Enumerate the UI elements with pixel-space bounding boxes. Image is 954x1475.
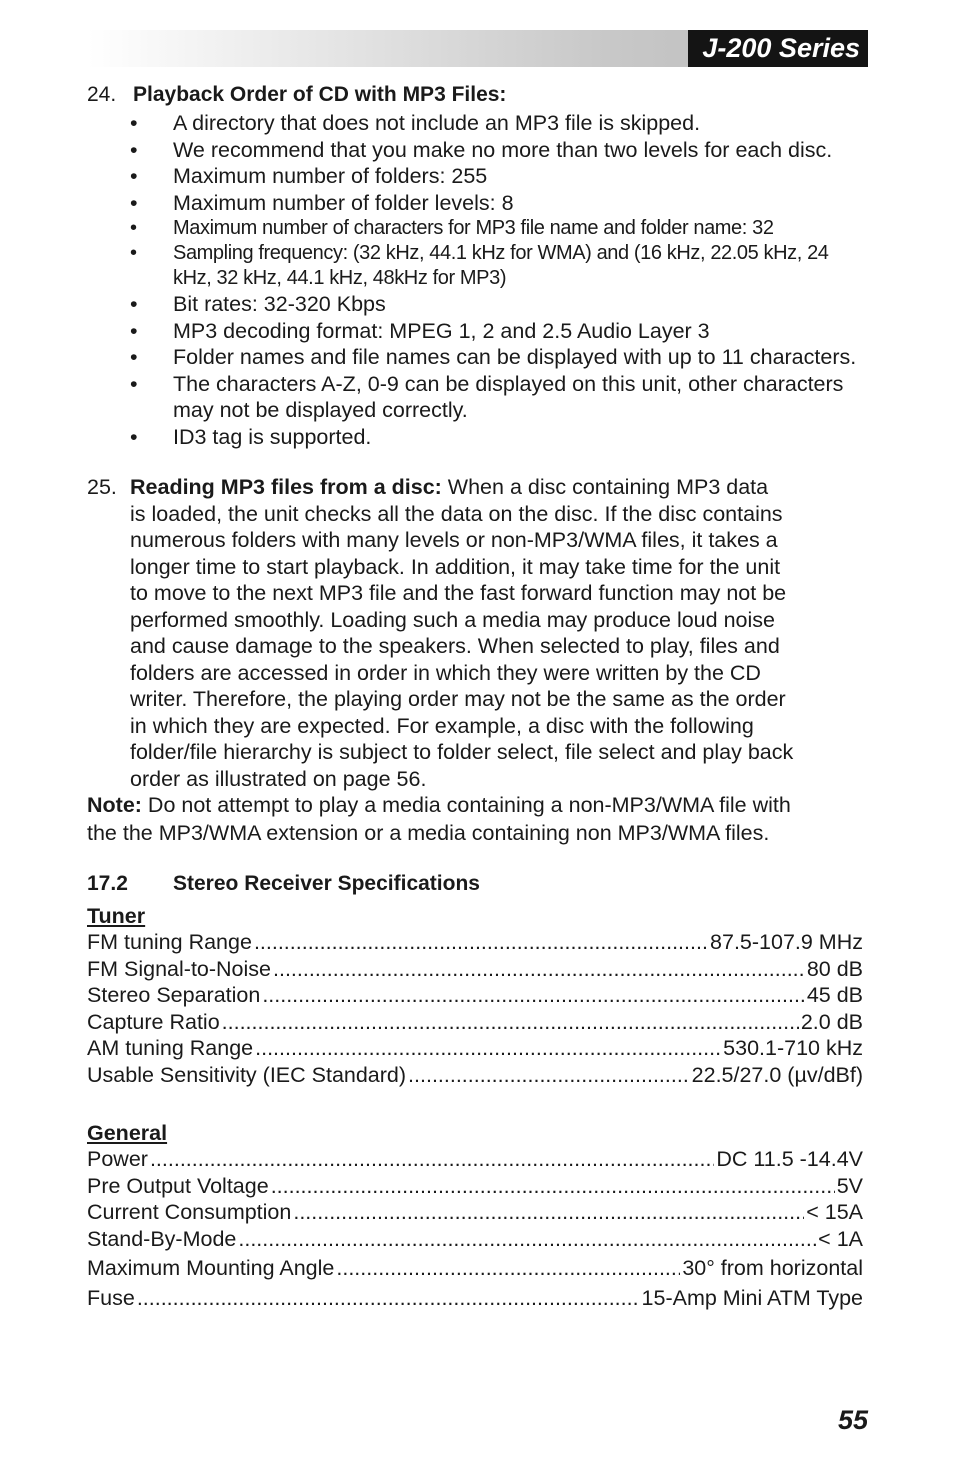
bullet-item: • MP3 decoding format: MPEG 1, 2 and 2.5 Audio Layer 3 (87, 318, 863, 345)
item-25-line: folder/file hierarchy is subject to folder select, file select and play back (130, 740, 794, 764)
spec-value: 30° from horizontal (682, 1256, 863, 1280)
bullet-item: • ID3 tag is supported. (87, 424, 863, 451)
item-25-line: writer. Therefore, the playing order may not be the same as the order (130, 687, 786, 711)
spec-row (87, 956, 863, 983)
spec-label: Capture Ratio (87, 1009, 220, 1034)
leader-dots (262, 982, 805, 1009)
spec-label: FM Signal-to-Noise (87, 956, 271, 981)
item-25-paragraph (87, 474, 863, 792)
item-25-line: When a disc containing MP3 data (441, 475, 769, 499)
bullet-item: • Sampling frequency: (32 kHz, 44.1 kHz for WMA) and (16 kHz, 22.05 kHz, 24 kHz, 32 kHz, 44.1 kHz, 48kHz for MP3) (87, 241, 863, 291)
leader-dots (222, 1009, 799, 1036)
item-25-line: and cause damage to the speakers. When selected to play, files and (130, 634, 780, 658)
spec-label: Usable Sensitivity (IEC Standard) (87, 1062, 407, 1087)
leader-dots (238, 1226, 816, 1253)
spec-row (87, 1035, 863, 1062)
spec-value: 87.5-107.9 MHz (710, 930, 863, 954)
spec-row (87, 1146, 863, 1173)
note-text: the the MP3/WMA extension or a media containing non MP3/WMA files. (87, 820, 770, 845)
tuner-heading: Tuner (87, 904, 146, 928)
bullet-item: • Maximum number of folders: 255 (87, 163, 863, 190)
leader-dots (255, 1035, 721, 1062)
spec-value: < 1A (818, 1226, 863, 1251)
item-25-line: is loaded, the unit checks all the data on the disc. If the disc contains (130, 501, 783, 526)
spec-row (87, 1226, 863, 1253)
leader-dots (150, 1146, 714, 1173)
spec-row (87, 929, 863, 956)
bullet-item: • Bit rates: 32-320 Kbps (87, 291, 863, 318)
spec-value: < 15A (806, 1200, 863, 1224)
note-text: Do not attempt to play a media containing a non-MP3/WMA file with (141, 793, 791, 817)
series-title: J-200 Series (688, 30, 868, 67)
item-24-bullet-list (87, 110, 863, 450)
spec-row (87, 1173, 863, 1200)
general-heading: General (87, 1121, 168, 1145)
spec-row (87, 1199, 863, 1226)
spec-row (87, 1062, 863, 1089)
bullet-item: • We recommend that you make no more than two levels for each disc. (87, 137, 863, 164)
bullet-item: • Maximum number of characters for MP3 file name and folder name: 32 (87, 216, 863, 241)
page-content (87, 82, 863, 1311)
item-24-number: 24. (87, 83, 117, 106)
spec-row (87, 982, 863, 1009)
bullet-item: • Maximum number of folder levels: 8 (87, 190, 863, 217)
spec-value: 5V (836, 1173, 863, 1198)
spec-label: Stand-By-Mode (87, 1226, 237, 1251)
item-25-line: to move to the next MP3 file and the fast forward function may not be (130, 581, 787, 605)
page-number: 55 (837, 1405, 868, 1435)
spec-label: Fuse (87, 1285, 135, 1310)
leader-dots (293, 1199, 804, 1226)
spec-label: Power (87, 1147, 148, 1171)
bullet-item: • Folder names and file names can be displayed with up to 11 characters. (87, 344, 863, 371)
note-label: Note: (87, 793, 142, 817)
spec-value: 15-Amp Mini ATM Type (641, 1285, 863, 1310)
leader-dots (408, 1062, 690, 1089)
spec-label: Stereo Separation (87, 983, 261, 1007)
spec-label: FM tuning Range (87, 930, 252, 954)
leader-dots (137, 1285, 640, 1312)
leader-dots (271, 1173, 835, 1200)
leader-dots (336, 1255, 680, 1282)
item-24-title: Playback Order of CD with MP3 Files: (133, 83, 507, 106)
item-25-line: order as illustrated on page 56. (130, 766, 427, 791)
spec-row (87, 1285, 863, 1312)
item-25-title: Reading MP3 files from a disc: (130, 475, 442, 499)
item-25-line: performed smoothly. Loading such a media may produce loud noise (130, 607, 775, 632)
leader-dots (254, 929, 708, 956)
spec-value: 530.1-710 kHz (723, 1036, 863, 1060)
spec-value: 2.0 dB (800, 1009, 863, 1034)
spec-value: 22.5/27.0 (µv/dBf) (691, 1062, 863, 1087)
bullet-item: • A directory that does not include an MP3 file is skipped. (87, 110, 863, 137)
spec-label: AM tuning Range (87, 1036, 254, 1060)
spec-label: Pre Output Voltage (87, 1173, 269, 1198)
spec-value: 80 dB (806, 956, 863, 981)
item-25-number: 25. (87, 475, 117, 499)
item-25-line: in which they are expected. For example, a disc with the following (130, 713, 754, 738)
section-heading (87, 871, 863, 897)
leader-dots (273, 956, 805, 983)
header-bar (88, 30, 868, 67)
bullet-item: • The characters A-Z, 0-9 can be displayed on this unit, other characters may not be displayed correctly. (87, 371, 863, 424)
spec-label: Maximum Mounting Angle (87, 1256, 335, 1280)
spec-row (87, 1255, 863, 1282)
section-number: 17.2 (87, 872, 128, 895)
note-paragraph (87, 792, 863, 847)
item-25-line: longer time to start playback. In addition, it may take time for the unit (130, 554, 781, 579)
item-24-heading (87, 82, 863, 108)
item-25-line: folders are accessed in order in which they were written by the CD (130, 660, 761, 685)
spec-value: DC 11.5 -14.4V (716, 1147, 863, 1171)
spec-row (87, 1009, 863, 1036)
item-25-line: numerous folders with many levels or non-MP3/WMA files, it takes a (130, 528, 778, 552)
spec-label: Current Consumption (87, 1200, 292, 1224)
spec-value: 45 dB (806, 983, 863, 1007)
section-title: Stereo Receiver Specifications (173, 872, 480, 895)
